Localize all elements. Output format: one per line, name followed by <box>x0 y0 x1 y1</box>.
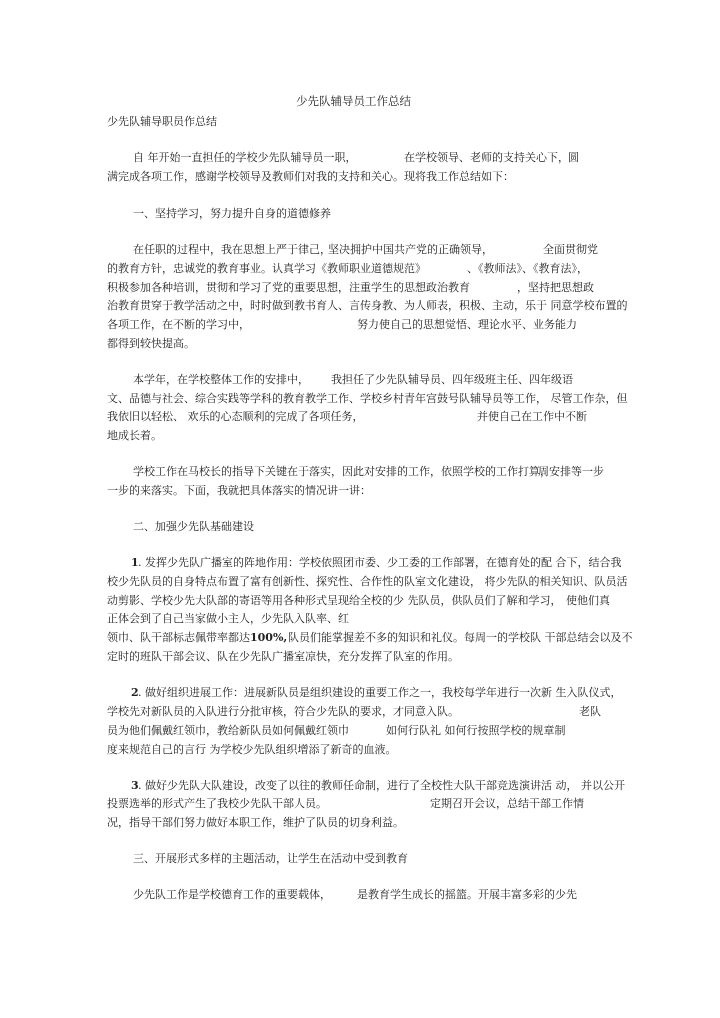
paragraph-text: 的教育方针，忠诚党的教育事业。认真学习《教师职业道德规范》 <box>107 262 426 275</box>
item-number: 1 <box>131 556 139 569</box>
paragraph-text: 一步的来落实。下面，我就把具体落实的情况讲一讲： <box>107 484 371 497</box>
paragraph-text: 全面贯彻党 <box>543 243 598 256</box>
paragraph-text: 本学年，在学校整体工作的安排中， <box>133 373 309 386</box>
paragraph-text: . 做好少先队大队建设，改变了以往的教师任命制，进行了全校性大队干部竞选演讲活 动， 并以公开 <box>138 779 625 792</box>
intro-text: 自 年开始一直担任的学校少先队辅导员一职， <box>133 151 357 164</box>
section-heading: 二、加强少先队基础建设 <box>133 520 254 533</box>
paragraph-text: 文、品德与社会、综合实践等学科的教育教学工作、学校乡村青年宫鼓号队辅导员等工作， 尽管工作杂，但 <box>107 392 628 405</box>
paragraph-text: 我担任了少先队辅导员、四年级班主任、四年级语 <box>331 373 573 386</box>
section-heading: 三、开展形式多样的主题活动，让学生在活动中受到教育 <box>133 852 408 865</box>
paragraph-text: 在任职的过程中，我在思想上严于律己， <box>133 243 331 256</box>
paragraph-text: 各项工作，在不断的学习中， <box>107 318 250 331</box>
paragraph-text: 定时的班队干部会议、队在少先队广播室凉快，充分发挥了队室的作用。 <box>107 650 459 663</box>
paragraph-text: 周安排等一步 <box>538 465 604 478</box>
paragraph-text: 我依旧以轻松、 欢乐的心态顺利的完成了各项任务， <box>107 410 364 423</box>
paragraph-text: 定期召开会议，总结干部工作情 <box>430 797 584 810</box>
section-heading: 一、坚持学习，努力提升自身的道德修养 <box>133 207 331 220</box>
paragraph-text: 老队 <box>579 705 601 718</box>
paragraph-text: 校少先队员的自身特点布置了富有创新性、探究性、合作性的队室文化建设， 将少先队的相关知识、队员活 <box>107 575 628 588</box>
paragraph-text: 地成长着。 <box>107 429 162 442</box>
paragraph-text: 并使自己在工作中不断 <box>477 410 587 423</box>
paragraph-text: 治教育贯穿于教学活动之中，时时做到教书育人、言传身教、为人师表，积极、主动，乐于 同意学校布置的 <box>107 299 628 312</box>
intro-text: 在学校领导、老师的支持关心下， <box>404 151 569 164</box>
item-number: 3 <box>131 779 139 792</box>
paragraph-text: 正体会到了自己当家做小主人，少先队入队率、红 <box>107 612 349 625</box>
paragraph-text: 度来规范自己的言行 为学校少先队组织增添了新奇的血液。 <box>107 743 397 756</box>
paragraph-text: 领巾、队干部标志佩带率都达 <box>107 631 250 644</box>
paragraph-text: 使他们真 <box>566 594 610 607</box>
paragraph-text: 如何行队礼 如何行按照学校的规章制 <box>386 724 566 737</box>
paragraph-text: . 发挥少先队广播室的阵地作用：学校依照团市委、少工委的工作部署，在德育处的配 合下，结合我 <box>138 556 622 569</box>
paragraph-text: 是教育学生成长的摇篮。开展丰富多彩的少先 <box>357 888 577 901</box>
paragraph-text: 努力使自己的思想觉悟、理论水平、业务能力 <box>357 318 577 331</box>
paragraph-text: . 做好组织进展工作：进展新队员是组织建设的重要工作之一，我校每学年进行一次新 生入队仪式， <box>138 686 622 699</box>
paragraph-text: 投票选举的形式产生了我校少先队干部人员。 <box>107 797 327 810</box>
document-subtitle: 少先队辅导职员作总结 <box>107 115 217 128</box>
paragraph-text: 动剪影、学校少先大队部的寄语等用各种形式呈现给全校的少 先队员，供队员们了解和学习， <box>107 594 562 607</box>
paragraph-text: 队员们能掌握差不多的知识和礼仪。每周一的学校队 干部总结会以及不 <box>288 631 633 644</box>
paragraph-text: 积极参加各种培训，贯彻和学习了党的重要思想，注重学生的思想政治教育 <box>107 281 470 294</box>
paragraph-text: 员为他们佩戴红领巾，教给新队员如何佩戴红领巾 <box>107 724 349 737</box>
document-title: 少先队辅导员工作总结 <box>296 94 411 108</box>
paragraph-text: 学校先对新队员的入队进行分批审核，符合少先队的要求，才同意入队。 <box>107 705 459 718</box>
paragraph-text: 、《教师法》、《教育法》， <box>467 262 588 275</box>
paragraph-text: ，坚持把思想政 <box>517 281 594 294</box>
paragraph-text: 坚决拥护中国共产党的正确领导， <box>328 243 493 256</box>
intro-text: 圆 <box>568 151 579 164</box>
paragraph-text: 少先队工作是学校德育工作的重要载体， <box>133 888 331 901</box>
paragraph-text: 学校工作在马校长的指导下关键在于落实，因此对安排的工作，依照学校的工作打算， <box>133 465 551 478</box>
paragraph-text: 都得到较快提高。 <box>107 337 195 350</box>
item-number: 2 <box>131 686 139 699</box>
percentage-value: 100%, <box>250 631 288 644</box>
intro-text: 满完成各项工作，感谢学校领导及教师们对我的支持和关心。现将我工作总结如下： <box>107 170 514 183</box>
paragraph-text: 况，指导干部们努力做好本职工作，维护了队员的切身利益。 <box>107 816 404 829</box>
